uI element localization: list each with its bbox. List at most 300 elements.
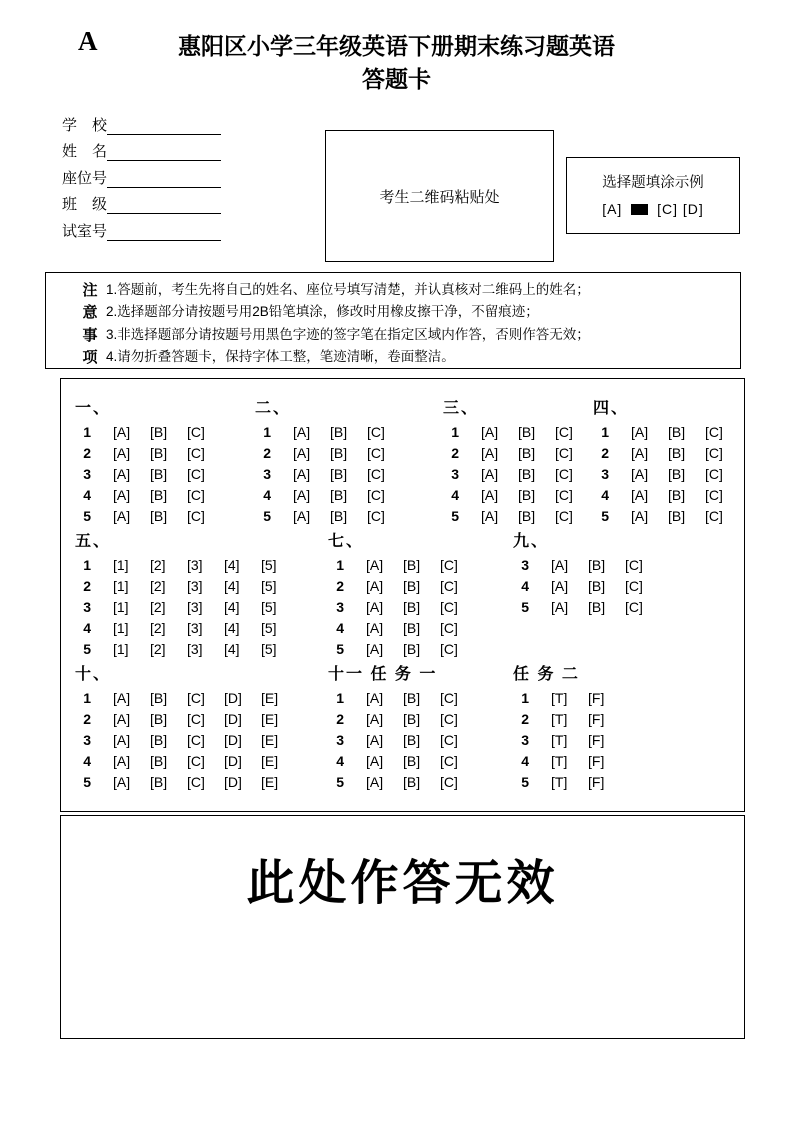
- seat-number-input[interactable]: [107, 170, 221, 188]
- notice-box: [45, 272, 741, 369]
- answer-bubble[interactable]: [E]: [261, 732, 279, 748]
- answer-bubble[interactable]: [C]: [367, 487, 385, 503]
- answer-bubble[interactable]: [D]: [224, 732, 242, 748]
- answer-bubble[interactable]: [B]: [403, 753, 421, 769]
- answer-bubble[interactable]: [C]: [705, 466, 723, 482]
- question-row: [443, 464, 593, 485]
- question-row: [75, 597, 328, 618]
- answer-bubble[interactable]: [C]: [555, 424, 573, 440]
- answer-bubble[interactable]: [C]: [367, 508, 385, 524]
- answer-bubble[interactable]: [5]: [261, 620, 277, 636]
- answer-bubble[interactable]: [B]: [150, 487, 168, 503]
- answer-bubble[interactable]: [B]: [403, 620, 421, 636]
- notice-items: [106, 279, 590, 369]
- question-row: [328, 688, 513, 709]
- answer-bubble[interactable]: [A]: [366, 578, 384, 594]
- answer-bubble[interactable]: [B]: [150, 508, 168, 524]
- qr-code-paste-label: 考生二维码粘贴处: [379, 188, 500, 206]
- answer-bubble[interactable]: [A]: [551, 578, 569, 594]
- answer-bubble[interactable]: [D]: [224, 753, 242, 769]
- answer-bubble[interactable]: [B]: [150, 424, 168, 440]
- question-number: 3: [83, 599, 91, 615]
- answer-bubble[interactable]: [A]: [113, 487, 131, 503]
- question-row: [513, 576, 662, 597]
- answer-bubble[interactable]: [B]: [668, 445, 686, 461]
- answer-section: [328, 531, 513, 660]
- question-number: 2: [263, 445, 271, 461]
- answer-bubble[interactable]: [B]: [150, 774, 168, 790]
- question-number: 5: [83, 508, 91, 524]
- answer-bubble[interactable]: [T]: [551, 774, 568, 790]
- answer-bubble[interactable]: [C]: [187, 445, 205, 461]
- answer-section: [328, 664, 513, 793]
- question-number: 5: [336, 641, 344, 657]
- answer-bubble[interactable]: [B]: [403, 578, 421, 594]
- qr-code-paste-area: [325, 130, 554, 262]
- section-title: 七、: [328, 533, 365, 550]
- answer-bubble[interactable]: [A]: [366, 732, 384, 748]
- answer-bubble[interactable]: [C]: [440, 732, 458, 748]
- answer-bubble[interactable]: [A]: [631, 445, 649, 461]
- answer-section: [593, 398, 742, 527]
- answer-bubble[interactable]: [B]: [150, 690, 168, 706]
- question-row: [443, 485, 593, 506]
- answer-bubble[interactable]: [A]: [366, 641, 384, 657]
- answer-bubble[interactable]: [A]: [481, 508, 499, 524]
- answer-bubble[interactable]: [5]: [261, 557, 277, 573]
- fill-example-options: [567, 201, 739, 217]
- answer-bubble[interactable]: [5]: [261, 641, 277, 657]
- answer-bubble[interactable]: [3]: [187, 578, 203, 594]
- question-row: [255, 422, 443, 443]
- answer-bubble[interactable]: [C]: [705, 508, 723, 524]
- answer-section: [75, 664, 328, 793]
- answer-bubble[interactable]: [B]: [150, 753, 168, 769]
- question-row: [255, 485, 443, 506]
- answer-bubble[interactable]: [3]: [187, 599, 203, 615]
- answer-bubble[interactable]: [F]: [588, 711, 605, 727]
- answer-bubble[interactable]: [5]: [261, 578, 277, 594]
- answer-bubble[interactable]: [A]: [631, 487, 649, 503]
- answer-bubble[interactable]: [4]: [224, 641, 240, 657]
- answer-bubble[interactable]: [B]: [518, 466, 536, 482]
- answer-bubble[interactable]: [3]: [187, 620, 203, 636]
- answer-bubble[interactable]: [C]: [187, 424, 205, 440]
- notice-item-1: 1.答题前，考生先将自己的姓名、座位号填写清楚，并认真核对二维码上的姓名；: [106, 282, 590, 297]
- question-row: [328, 751, 513, 772]
- question-row: [593, 443, 742, 464]
- question-number: 3: [263, 466, 271, 482]
- answer-bubble[interactable]: [C]: [555, 487, 573, 503]
- answer-bubble[interactable]: [B]: [150, 711, 168, 727]
- question-row: [75, 751, 328, 772]
- question-row: [328, 618, 513, 639]
- question-row: [593, 506, 742, 527]
- question-row: [255, 506, 443, 527]
- answer-bubble[interactable]: [2]: [150, 578, 166, 594]
- answer-bubble[interactable]: [4]: [224, 578, 240, 594]
- class-field: [62, 188, 221, 215]
- school-input[interactable]: [107, 117, 221, 135]
- answer-bubble[interactable]: [C]: [625, 578, 643, 594]
- section-title: 十一 任 务 一: [328, 666, 438, 683]
- question-row: [75, 506, 255, 527]
- question-row: [443, 443, 593, 464]
- question-row: [75, 555, 328, 576]
- section-title: 九、: [513, 533, 550, 550]
- answer-bubble[interactable]: [A]: [551, 599, 569, 615]
- answer-bubble[interactable]: [1]: [113, 620, 129, 636]
- answer-bubble[interactable]: [C]: [440, 599, 458, 615]
- answer-bubble[interactable]: [A]: [113, 711, 131, 727]
- answer-bubble[interactable]: [E]: [261, 774, 279, 790]
- answer-bubble[interactable]: [1]: [113, 578, 129, 594]
- notice-item-4: 4.请勿折叠答题卡，保持字体工整，笔迹清晰，卷面整洁。: [106, 349, 455, 365]
- name-field: [62, 135, 221, 162]
- answer-bubble[interactable]: [T]: [551, 732, 568, 748]
- question-number: 4: [83, 487, 91, 503]
- question-number: 5: [83, 774, 91, 790]
- question-number: 5: [601, 508, 609, 524]
- answer-bubble[interactable]: [A]: [631, 424, 649, 440]
- answer-bubble[interactable]: [F]: [588, 732, 605, 748]
- answer-bubble[interactable]: [B]: [150, 732, 168, 748]
- question-number: 4: [263, 487, 271, 503]
- name-label: 姓 名: [62, 143, 108, 161]
- section-title: 五、: [75, 533, 112, 550]
- exam-room-input[interactable]: [107, 223, 221, 241]
- class-label: 班 级: [62, 196, 108, 214]
- answer-bubble[interactable]: [B]: [403, 711, 421, 727]
- answer-bubble[interactable]: [A]: [366, 557, 384, 573]
- answer-bubble[interactable]: [4]: [224, 557, 240, 573]
- answer-bubble[interactable]: [A]: [293, 487, 311, 503]
- notice-vertical-label: [81, 280, 99, 370]
- answer-section: [255, 398, 443, 527]
- invalid-answer-area: [60, 815, 745, 1039]
- section-title: 二、: [255, 400, 292, 417]
- answer-bubble[interactable]: [B]: [403, 732, 421, 748]
- question-row: [75, 772, 328, 793]
- question-number: 3: [336, 599, 344, 615]
- question-number: 1: [83, 690, 91, 706]
- question-number: 5: [263, 508, 271, 524]
- section-title: 四、: [593, 400, 630, 417]
- seat-number-field: [62, 161, 221, 188]
- answer-bubble[interactable]: [3]: [187, 641, 203, 657]
- answer-bubble[interactable]: [B]: [518, 424, 536, 440]
- question-number: 3: [336, 732, 344, 748]
- seat-number-label: 座位号: [62, 169, 108, 187]
- answer-bubble[interactable]: [A]: [293, 508, 311, 524]
- question-number: 4: [601, 487, 609, 503]
- question-number: 2: [336, 711, 344, 727]
- answer-grid-row: [75, 531, 744, 660]
- notice-char-3: 事: [82, 326, 98, 344]
- question-number: 1: [521, 690, 529, 706]
- answer-bubble[interactable]: [E]: [261, 690, 279, 706]
- answer-bubble[interactable]: [1]: [113, 599, 129, 615]
- answer-bubble[interactable]: [B]: [588, 578, 606, 594]
- question-number: 4: [336, 620, 344, 636]
- answer-grid: [75, 398, 744, 793]
- question-row: [75, 730, 328, 751]
- answer-bubble[interactable]: [3]: [187, 557, 203, 573]
- answer-grid-row: [75, 398, 744, 527]
- answer-bubble[interactable]: [C]: [705, 424, 723, 440]
- question-row: [593, 464, 742, 485]
- answer-bubble[interactable]: [A]: [366, 753, 384, 769]
- notice-char-2: 意: [82, 304, 98, 322]
- question-number: 5: [521, 599, 529, 615]
- answer-bubble[interactable]: [2]: [150, 620, 166, 636]
- answer-bubble[interactable]: [A]: [551, 557, 569, 573]
- answer-section: [443, 398, 593, 527]
- question-row: [593, 485, 742, 506]
- answer-bubble[interactable]: [A]: [481, 487, 499, 503]
- exam-room-label: 试室号: [62, 222, 108, 240]
- answer-bubble[interactable]: [A]: [113, 774, 131, 790]
- answer-bubble[interactable]: [F]: [588, 774, 605, 790]
- answer-bubble[interactable]: [C]: [555, 445, 573, 461]
- question-number: 4: [451, 487, 459, 503]
- answer-bubble[interactable]: [B]: [403, 641, 421, 657]
- answer-bubble[interactable]: [A]: [113, 753, 131, 769]
- question-row: [328, 639, 513, 660]
- example-options-cd: [C] [D]: [652, 201, 704, 217]
- answer-bubble[interactable]: [A]: [366, 774, 384, 790]
- answer-bubble[interactable]: [B]: [403, 557, 421, 573]
- question-row: [328, 772, 513, 793]
- answer-bubble[interactable]: [C]: [367, 466, 385, 482]
- invalid-answer-text: 此处作答无效: [246, 857, 559, 910]
- question-row: [75, 485, 255, 506]
- answer-bubble[interactable]: [2]: [150, 557, 166, 573]
- version-label: A: [78, 26, 98, 56]
- answer-bubble[interactable]: [B]: [330, 466, 348, 482]
- question-number: 2: [601, 445, 609, 461]
- answer-bubble[interactable]: [B]: [518, 445, 536, 461]
- answer-bubble[interactable]: [A]: [113, 508, 131, 524]
- question-row: [443, 422, 593, 443]
- fill-example-title: 选择题填涂示例: [602, 175, 704, 191]
- answer-bubble[interactable]: [C]: [187, 690, 205, 706]
- question-row: [513, 772, 625, 793]
- question-row: [75, 688, 328, 709]
- answer-bubble[interactable]: [C]: [187, 753, 205, 769]
- answer-bubble[interactable]: [B]: [668, 466, 686, 482]
- section-title: 十、: [75, 666, 112, 683]
- question-number: 3: [83, 466, 91, 482]
- answer-bubble[interactable]: [A]: [366, 690, 384, 706]
- answer-bubble[interactable]: [D]: [224, 690, 242, 706]
- answer-bubble[interactable]: [B]: [588, 557, 606, 573]
- answer-bubble[interactable]: [D]: [224, 774, 242, 790]
- section-title: 任 务 二: [513, 666, 580, 683]
- answer-bubble[interactable]: [C]: [187, 466, 205, 482]
- answer-bubble[interactable]: [C]: [440, 753, 458, 769]
- question-number: 3: [451, 466, 459, 482]
- answer-bubble[interactable]: [E]: [261, 711, 279, 727]
- answer-bubble[interactable]: [C]: [367, 445, 385, 461]
- answer-bubble[interactable]: [A]: [293, 445, 311, 461]
- question-number: 5: [521, 774, 529, 790]
- answer-bubble[interactable]: [B]: [150, 445, 168, 461]
- name-input[interactable]: [107, 143, 221, 161]
- question-row: [75, 639, 328, 660]
- question-row: [328, 576, 513, 597]
- answer-bubble[interactable]: [C]: [187, 774, 205, 790]
- answer-section: [513, 531, 662, 660]
- question-number: 4: [336, 753, 344, 769]
- answer-bubble[interactable]: [B]: [588, 599, 606, 615]
- answer-bubble[interactable]: [1]: [113, 557, 129, 573]
- question-row: [513, 730, 625, 751]
- question-row: [513, 709, 625, 730]
- question-row: [75, 443, 255, 464]
- school-label: 学 校: [62, 116, 108, 134]
- answer-bubble[interactable]: [5]: [261, 599, 277, 615]
- question-number: 2: [83, 711, 91, 727]
- answer-bubble[interactable]: [C]: [440, 557, 458, 573]
- question-row: [255, 443, 443, 464]
- answer-bubble[interactable]: [B]: [403, 599, 421, 615]
- answer-bubble[interactable]: [B]: [668, 508, 686, 524]
- answer-bubble[interactable]: [A]: [113, 445, 131, 461]
- answer-bubble[interactable]: [A]: [366, 599, 384, 615]
- answer-bubble[interactable]: [T]: [551, 753, 568, 769]
- answer-bubble[interactable]: [E]: [261, 753, 279, 769]
- example-option-a: [A]: [602, 201, 628, 217]
- answer-section: [513, 664, 625, 793]
- answer-bubble[interactable]: [C]: [705, 487, 723, 503]
- answer-bubble[interactable]: [B]: [668, 424, 686, 440]
- answer-bubble[interactable]: [2]: [150, 641, 166, 657]
- answer-bubble[interactable]: [A]: [113, 466, 131, 482]
- question-row: [75, 618, 328, 639]
- answer-bubble[interactable]: [A]: [481, 466, 499, 482]
- exam-room-field: [62, 214, 221, 241]
- question-number: 4: [83, 753, 91, 769]
- notice-char-4: 项: [82, 349, 98, 367]
- answer-bubble[interactable]: [A]: [366, 711, 384, 727]
- section-title: 三、: [443, 400, 480, 417]
- notice-char-1: 注: [82, 282, 98, 299]
- answer-bubble[interactable]: [B]: [518, 487, 536, 503]
- question-number: 2: [83, 445, 91, 461]
- answer-bubble[interactable]: [2]: [150, 599, 166, 615]
- answer-bubble[interactable]: [B]: [330, 445, 348, 461]
- answer-bubble[interactable]: [C]: [555, 466, 573, 482]
- page-title: [0, 30, 793, 96]
- answer-bubble[interactable]: [C]: [440, 620, 458, 636]
- answer-bubble[interactable]: [C]: [440, 641, 458, 657]
- answer-bubble[interactable]: [A]: [293, 466, 311, 482]
- question-row: [328, 597, 513, 618]
- answer-grid-row: [75, 664, 744, 793]
- answer-bubble[interactable]: [C]: [187, 711, 205, 727]
- answer-bubble[interactable]: [C]: [187, 732, 205, 748]
- answer-bubble[interactable]: [C]: [555, 508, 573, 524]
- notice-item-2: 2.选择题部分请按题号用2B铅笔填涂，修改时用橡皮擦干净，不留痕迹；: [106, 304, 539, 320]
- answer-bubble[interactable]: [B]: [518, 508, 536, 524]
- fill-example-box: [566, 157, 740, 234]
- answer-bubble[interactable]: [C]: [440, 578, 458, 594]
- question-row: [513, 597, 662, 618]
- answer-bubble[interactable]: [C]: [625, 557, 643, 573]
- answer-bubble[interactable]: [B]: [668, 487, 686, 503]
- question-number: 1: [601, 424, 609, 440]
- question-row: [255, 464, 443, 485]
- answer-bubble[interactable]: [B]: [330, 487, 348, 503]
- question-row: [513, 555, 662, 576]
- question-row: [443, 506, 593, 527]
- page-title-line1: 惠阳区小学三年级英语下册期末练习题英语: [178, 33, 615, 59]
- answer-bubble[interactable]: [A]: [366, 620, 384, 636]
- answer-bubble[interactable]: [C]: [440, 690, 458, 706]
- answer-bubble[interactable]: [T]: [551, 711, 568, 727]
- question-number: 1: [83, 557, 91, 573]
- question-row: [328, 555, 513, 576]
- class-input[interactable]: [107, 196, 221, 214]
- answer-bubble[interactable]: [A]: [631, 508, 649, 524]
- answer-bubble[interactable]: [4]: [224, 620, 240, 636]
- answer-bubble[interactable]: [C]: [625, 599, 643, 615]
- question-number: 3: [83, 732, 91, 748]
- answer-bubble[interactable]: [B]: [330, 424, 348, 440]
- answer-bubble[interactable]: [D]: [224, 711, 242, 727]
- question-number: 3: [521, 557, 529, 573]
- answer-bubble[interactable]: [1]: [113, 641, 129, 657]
- answer-bubble[interactable]: [C]: [440, 774, 458, 790]
- answer-bubble[interactable]: [B]: [403, 774, 421, 790]
- answer-bubble[interactable]: [T]: [551, 690, 568, 706]
- answer-bubble[interactable]: [C]: [440, 711, 458, 727]
- answer-bubble[interactable]: [A]: [631, 466, 649, 482]
- question-row: [593, 422, 742, 443]
- school-field: [62, 108, 221, 135]
- question-row: [75, 422, 255, 443]
- question-number: 1: [451, 424, 459, 440]
- question-number: 4: [83, 620, 91, 636]
- question-row: [513, 688, 625, 709]
- answer-bubble[interactable]: [C]: [705, 445, 723, 461]
- answer-bubble[interactable]: [A]: [293, 424, 311, 440]
- answer-bubble[interactable]: [C]: [187, 508, 205, 524]
- answer-bubble[interactable]: [B]: [403, 690, 421, 706]
- answer-bubble[interactable]: [A]: [481, 445, 499, 461]
- section-title: 一、: [75, 400, 112, 417]
- answer-bubble[interactable]: [A]: [113, 690, 131, 706]
- student-info: [62, 108, 221, 241]
- question-number: 2: [521, 711, 529, 727]
- question-row: [328, 730, 513, 751]
- answer-bubble[interactable]: [F]: [588, 690, 605, 706]
- answer-bubble[interactable]: [C]: [367, 424, 385, 440]
- answer-bubble[interactable]: [4]: [224, 599, 240, 615]
- question-number: 5: [336, 774, 344, 790]
- answer-bubble[interactable]: [C]: [187, 487, 205, 503]
- question-number: 4: [521, 578, 529, 594]
- answer-bubble[interactable]: [B]: [150, 466, 168, 482]
- answer-bubble[interactable]: [A]: [113, 732, 131, 748]
- answer-bubble[interactable]: [A]: [113, 424, 131, 440]
- answer-bubble[interactable]: [F]: [588, 753, 605, 769]
- page-title-line2: 答题卡: [362, 66, 431, 92]
- answer-bubble[interactable]: [B]: [330, 508, 348, 524]
- answer-bubble[interactable]: [A]: [481, 424, 499, 440]
- question-row: [75, 576, 328, 597]
